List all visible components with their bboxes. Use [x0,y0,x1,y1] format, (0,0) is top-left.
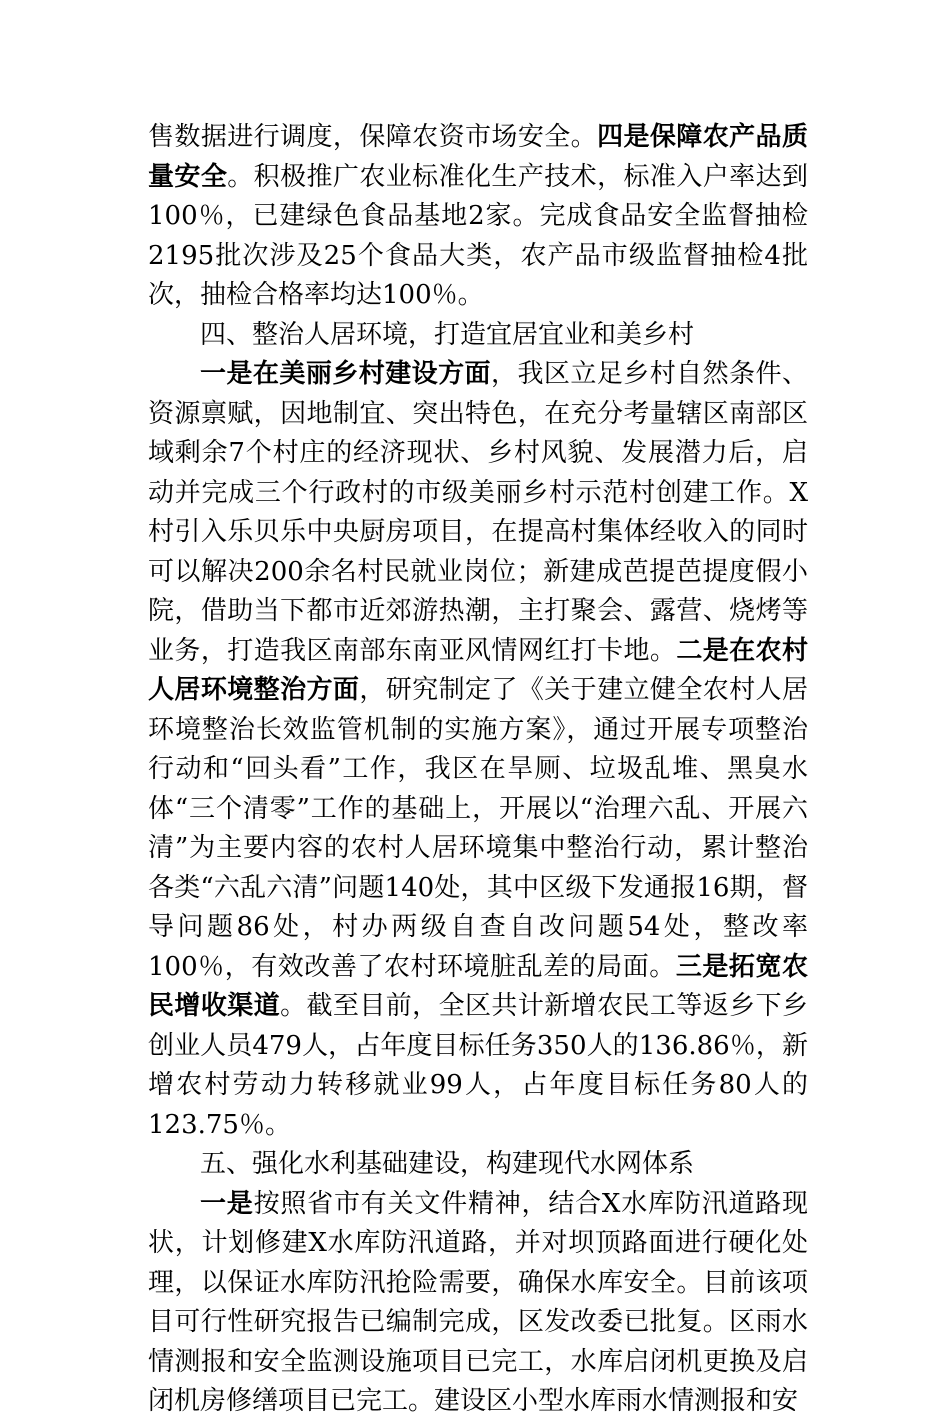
bold-phrase: 二是在农村人居环境整治方面 [148,635,808,705]
text-segment: ，我区立足乡村自然条件、资源禀赋，因地制宜、突出特色，在充分考量辖区南部区域剩余7个村庄的经济现状、乡村风貌、发展潜力后，启动并完成三个行政村的市级美丽乡村示范村创建工作。X村引入乐贝乐中央厨房项目，在提高村集体经收入的同时可以解决200余名村民就业岗位；新建成芭提芭提度假小院，借助当下都市近郊游热潮，主打聚会、露营、烧烤等业务，打造我区南部东南亚风情网红打卡地。 [148,359,808,666]
paragraph-water-infrastructure [148,1185,808,1422]
section-heading-4: 四、整治人居环境，打造宜居宜业和美乡村 [200,319,695,350]
bold-phrase: 一是在美丽乡村建设方面 [200,359,491,389]
paragraph-food-safety [148,118,808,316]
text-segment: 售数据进行调度，保障农资市场安全。 [148,122,598,152]
text-segment: 。截至目前，全区共计新增农民工等返乡下乡创业人员479人，占年度目标任务350人的136.86％，新增农村劳动力转移就业99人，占年度目标任务80人的123.75％。 [148,991,808,1140]
bold-phrase: 四是保障农产品质量安全 [148,122,808,192]
text-segment: 按照省市有关文件精神，结合X水库防汛道路现状，计划修建X水库防汛道路，并对坝顶路面进行硬化处理，以保证水库防汛抢险需要，确保水库安全。目前该项目可行性研究报告已编制完成，区发改委已批复。区雨水情测报和安全监测设施项目已完工，水库启闭机更换及启闭机房修缮项目已完工。建设区小型水库雨水情测报和安 [148,1188,808,1416]
text-segment: 。积极推广农业标准化生产技术，标准入户率达到100％，已建绿色食品基地2家。完成食品安全监督抽检2195批次涉及25个食品大类，农产品市级监督抽检4批次，抽检合格率均达100％。 [148,161,808,310]
document-page [148,118,808,1422]
section-heading-5: 五、强化水利基础建设，构建现代水网体系 [200,1149,695,1179]
text-segment: ，研究制定了《关于建立健全农村人居环境整治长效监管机制的实施方案》，通过开展专项整治行动和“回头看”工作，我区在旱厕、垃圾乱堆、黑臭水体“三个清零”工作的基础上，开展以“治理六乱、开展六清”为主要内容的农村人居环境集中整治行动，累计整治各类“六乱六清”问题140处，其中区级下发通报16期，督导问题86处，村办两级自查自改问题54处，整改率100％，有效改善了农村环境脏乱差的局面。 [148,675,808,982]
paragraph-rural-environment [148,355,808,1145]
bold-phrase: 三是拓宽农民增收渠道 [148,951,808,1021]
bold-phrase: 一是 [200,1188,254,1219]
